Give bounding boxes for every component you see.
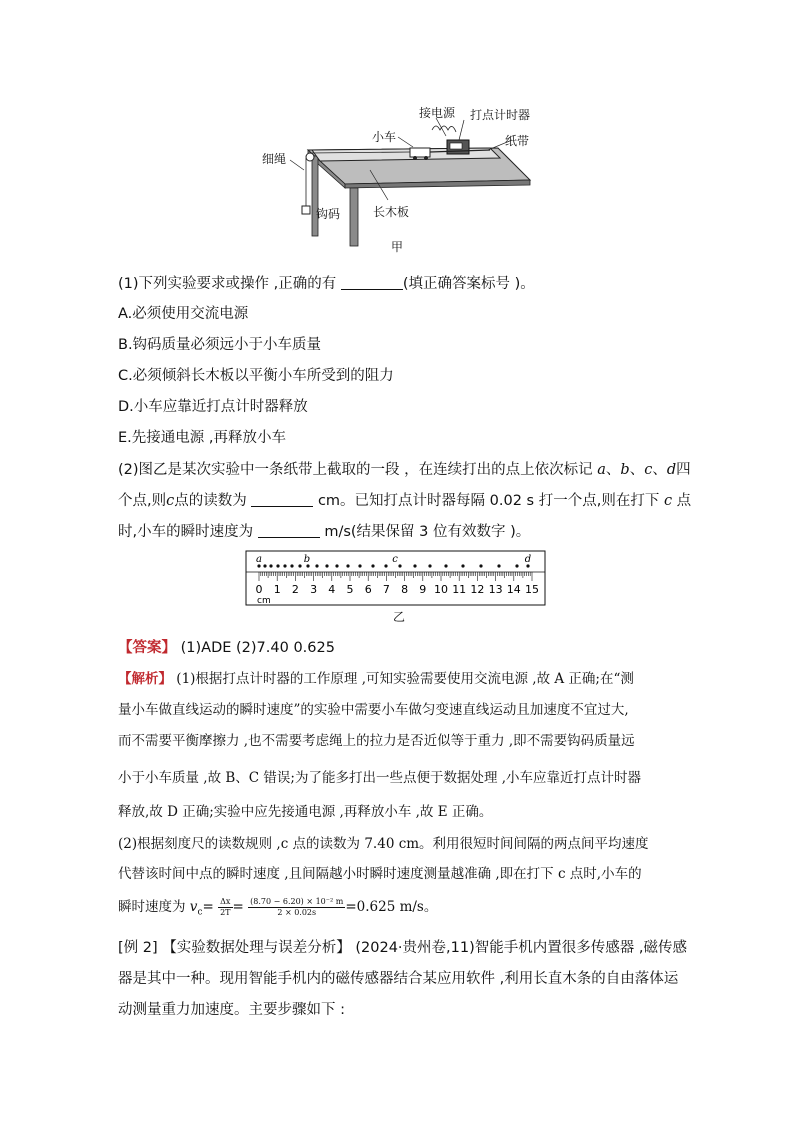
tape-dot bbox=[515, 564, 518, 567]
tape-point-label: b bbox=[303, 554, 311, 565]
example2-line-2: 器是其中一种。现用智能手机内的磁传感器结合某应用软件 ,利用长直木条的自由落体运 bbox=[118, 971, 679, 987]
analysis-line-1: 【解析】 (1)根据打点计时器的工作原理 ,可知实验需要使用交流电源 ,故 A 正确;在“测 bbox=[118, 671, 634, 687]
tape-dot bbox=[371, 564, 374, 567]
cart-label: 小车 bbox=[372, 130, 397, 144]
ruler-tick-label: 3 bbox=[310, 583, 318, 596]
q2-line-2: 个点,则c点的读数为 cm。已知打点计时器每隔 0.02 s 打一个点,则在打下 c 点 bbox=[118, 493, 692, 509]
tape-dot bbox=[444, 564, 447, 567]
tape-dot bbox=[428, 564, 431, 567]
string-label: 细绳 bbox=[262, 152, 287, 166]
tape-point-label: a bbox=[256, 554, 262, 565]
ruler-tick-label: 5 bbox=[346, 583, 354, 596]
tape-dot bbox=[315, 564, 318, 567]
tape-dot bbox=[290, 564, 293, 567]
tape-dot bbox=[384, 564, 387, 567]
tape-point-label: d bbox=[524, 554, 532, 565]
figure-a-caption: 甲 bbox=[391, 240, 404, 254]
analysis-line-7: 代替该时间中点的瞬时速度 ,且间隔越小时瞬时速度测量越准确 ,即在打下 c 点时,小车的 bbox=[118, 866, 642, 882]
analysis-line-3: 而不需要平衡摩擦力 ,也不需要考虑绳上的拉力是否近似等于重力 ,即不需要钩码质量远 bbox=[118, 733, 635, 749]
tape-dot bbox=[269, 564, 272, 567]
ruler-figure bbox=[245, 550, 547, 608]
timer-label: 打点计时器 bbox=[470, 108, 531, 122]
tape-dot bbox=[325, 564, 328, 567]
ruler-tick-label: 11 bbox=[452, 583, 467, 596]
tape-dot bbox=[276, 564, 279, 567]
tape-point-label: c bbox=[392, 554, 398, 565]
q1-stem: (1)下列实验要求或操作 ,正确的有 (填正确答案标号 )。 bbox=[118, 276, 535, 292]
ruler-tick-label: 15 bbox=[525, 583, 539, 596]
tape-dot bbox=[497, 564, 500, 567]
weight-label: 钩码 bbox=[316, 207, 341, 221]
ruler-tick-label: 14 bbox=[506, 583, 521, 596]
power-label: 接电源 bbox=[419, 106, 456, 120]
q2-reading-blank bbox=[251, 492, 313, 507]
velocity-formula: 瞬时速度为 $v_c=$ $\frac{\Delta x}{2T}$ = $\frac{\text{(8.70 − 6.20) × 10⁻² m}}{2 \times 0.02s}$ =0.625 m/s。 bbox=[118, 897, 438, 918]
q2-velocity-blank bbox=[258, 523, 320, 538]
tape-dot bbox=[335, 564, 338, 567]
tape-dot bbox=[346, 564, 349, 567]
analysis-line-5: 释放,故 D 正确;实验中应先接通电源 ,再释放小车 ,故 E 正确。 bbox=[118, 804, 493, 820]
ruler-tick-label: 12 bbox=[470, 583, 485, 596]
tape-dot bbox=[479, 564, 482, 567]
analysis-line-2: 量小车做直线运动的瞬时速度”的实验中需要小车做匀变速直线运动且加速度不宜过大, bbox=[118, 702, 629, 718]
analysis-tag: 【解析】 bbox=[118, 671, 172, 687]
ruler-tick-label: 6 bbox=[364, 583, 372, 596]
q1-option-d: D.小车应靠近打点计时器释放 bbox=[118, 399, 308, 415]
tape-dot bbox=[461, 564, 464, 567]
ruler-tick-label: 10 bbox=[434, 583, 448, 596]
tape-dot bbox=[263, 564, 266, 567]
answer-text: (1)ADE (2)7.40 0.625 bbox=[180, 640, 335, 656]
q1-option-b: B.钩码质量必须远小于小车质量 bbox=[118, 337, 322, 353]
answer-tag: 【答案】 bbox=[118, 640, 176, 656]
ruler-tick-label: 13 bbox=[488, 583, 503, 596]
ruler-tick-label: 9 bbox=[419, 583, 427, 596]
analysis-line-4: 小于小车质量 ,故 B、C 错误;为了能多打出一些点便于数据处理 ,小车应靠近打点计时器 bbox=[118, 770, 642, 786]
example2-line-1: [例 2] 【实验数据处理与误差分析】 (2024·贵州卷,11)智能手机内置很多传感器 ,磁传感 bbox=[118, 940, 687, 956]
tape-dot bbox=[283, 564, 286, 567]
ruler-tick-label: 2 bbox=[291, 583, 299, 596]
apparatus-figure bbox=[250, 100, 540, 260]
tape-dot bbox=[398, 564, 401, 567]
ruler-tick-label: 8 bbox=[401, 583, 409, 596]
ruler-tick-label: 4 bbox=[328, 583, 336, 596]
tape-dot bbox=[298, 564, 301, 567]
figure-b-caption: 乙 bbox=[393, 610, 406, 624]
tape-dot bbox=[413, 564, 416, 567]
q1-answer-blank bbox=[341, 275, 403, 290]
q2-line-1: (2)图乙是某次实验中一条纸带上截取的一段 ，在连续打出的点上依次标记 a、b、c、d四 bbox=[118, 462, 691, 478]
ruler-tick-label: 0 bbox=[255, 583, 263, 596]
ruler-unit: cm bbox=[257, 596, 271, 606]
answer-line bbox=[118, 636, 335, 657]
tape-label: 纸带 bbox=[505, 134, 530, 148]
q1-option-e: E.先接通电源 ,再释放小车 bbox=[118, 430, 286, 446]
ruler-tick-label: 1 bbox=[273, 583, 281, 596]
example2-line-3: 动测量重力加速度。主要步骤如下 : bbox=[118, 1002, 345, 1018]
board-label: 长木板 bbox=[373, 205, 410, 219]
q1-option-a: A.必须使用交流电源 bbox=[118, 306, 249, 322]
analysis-line-6: (2)根据刻度尺的读数规则 ,c 点的读数为 7.40 cm。利用很短时间间隔的两点间平均速度 bbox=[118, 836, 649, 852]
q1-option-c: C.必须倾斜长木板以平衡小车所受到的阻力 bbox=[118, 368, 394, 384]
ruler-tick-label: 7 bbox=[382, 583, 390, 596]
q2-line-3: 时,小车的瞬时速度为 m/s(结果保留 3 位有效数字 )。 bbox=[118, 524, 531, 540]
tape-dot bbox=[358, 564, 361, 567]
